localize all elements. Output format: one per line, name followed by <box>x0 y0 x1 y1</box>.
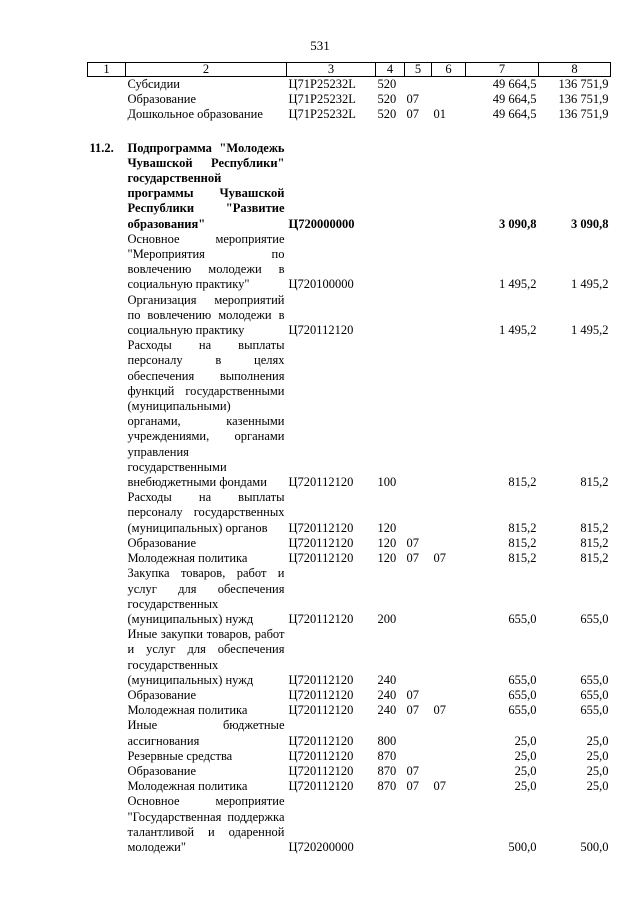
subsection-code-cell <box>432 232 466 293</box>
header-cell: 7 <box>466 63 539 77</box>
target-code-cell: Ц720112120 <box>288 779 354 794</box>
table-row <box>88 338 611 490</box>
amount-year2-cell: 1 495,2 <box>571 277 609 292</box>
subsection-code-cell <box>432 688 466 703</box>
expense-type-cell: 200 <box>377 611 397 626</box>
amount-year1-cell: 655,0 <box>508 611 537 626</box>
target-code-cell: Ц720112120 <box>288 687 354 702</box>
header-cell: 4 <box>376 63 405 77</box>
section-code-cell: 07 <box>406 703 419 718</box>
page-number: 531 <box>310 38 330 53</box>
target-code-cell: Ц720100000 <box>288 277 354 292</box>
expense-type-cell: 870 <box>377 763 397 778</box>
section-number-cell <box>88 551 126 566</box>
subsection-code-cell <box>432 338 466 490</box>
amount-year2-cell: 815,2 <box>580 475 609 490</box>
table-row <box>88 779 611 794</box>
table-row <box>88 141 611 232</box>
section-code-cell: 07 <box>406 779 419 794</box>
amount-year2-cell: 136 751,9 <box>558 92 609 107</box>
expense-type-cell <box>376 293 405 339</box>
section-code-cell: 07 <box>406 687 419 702</box>
target-code-cell: Ц720112120 <box>288 535 354 550</box>
expense-type-cell: 120 <box>377 520 397 535</box>
target-code-cell: Ц720112120 <box>288 748 354 763</box>
amount-year2-cell: 655,0 <box>580 703 609 718</box>
table-row <box>88 566 611 627</box>
item-name-cell: Молодежная политика <box>127 779 248 794</box>
target-code-cell: Ц720112120 <box>288 763 354 778</box>
amount-year1-cell: 25,0 <box>514 763 537 778</box>
section-number-cell <box>88 490 126 536</box>
section-code-cell <box>405 77 432 93</box>
section-number-cell <box>88 338 126 490</box>
target-code-cell: Ц720112120 <box>288 551 354 566</box>
subsection-code-cell <box>432 141 466 232</box>
header-cell: 5 <box>405 63 432 77</box>
section-number-cell <box>88 293 126 339</box>
expense-type-cell: 520 <box>377 92 397 107</box>
subsection-code-cell: 07 <box>433 779 446 794</box>
subsection-code-cell <box>432 490 466 536</box>
section-number-cell <box>88 718 126 748</box>
subsection-code-cell <box>432 92 466 107</box>
item-name-cell: Организация мероприятий по вовлечению молодежи в социальную практику <box>127 292 285 338</box>
item-name-cell: Образование <box>127 535 197 550</box>
expense-type-cell: 800 <box>377 733 397 748</box>
amount-year1-cell: 49 664,5 <box>492 77 537 91</box>
item-name-cell: Расходы на выплаты персоналу государственных (муниципальных) органов <box>127 490 285 535</box>
subsection-code-cell <box>432 794 466 855</box>
table-row <box>88 718 611 748</box>
target-code-cell: Ц720000000 <box>288 216 355 231</box>
item-name-cell: Иные бюджетные ассигнования <box>127 718 285 748</box>
amount-year2-cell: 25,0 <box>586 779 609 794</box>
section-number-cell: 11.2. <box>89 140 114 155</box>
header-cell: 2 <box>126 63 287 77</box>
table-row <box>88 551 611 566</box>
header-cell: 8 <box>539 63 611 77</box>
section-code-cell <box>405 232 432 293</box>
header-cell: 6 <box>432 63 466 77</box>
section-code-cell: 07 <box>406 107 419 122</box>
amount-year1-cell: 49 664,5 <box>492 92 537 107</box>
amount-year1-cell: 3 090,8 <box>499 216 537 231</box>
expense-type-cell <box>376 141 405 232</box>
amount-year1-cell: 25,0 <box>514 779 537 794</box>
target-code-cell: Ц720112120 <box>288 475 354 490</box>
amount-year2-cell: 815,2 <box>580 551 609 566</box>
amount-year2-cell: 1 495,2 <box>571 323 609 338</box>
expense-type-cell: 240 <box>377 672 397 687</box>
section-code-cell <box>405 627 432 688</box>
subsection-code-cell: 07 <box>433 703 446 718</box>
section-code-cell <box>405 566 432 627</box>
item-name-cell: Образование <box>127 687 197 702</box>
amount-year2-cell: 500,0 <box>580 839 609 854</box>
amount-year2-cell: 3 090,8 <box>571 216 609 231</box>
expense-type-cell <box>376 794 405 855</box>
expense-type-cell: 120 <box>377 535 397 550</box>
expense-type-cell: 240 <box>377 687 397 702</box>
table-row <box>88 703 611 718</box>
item-name-cell: Закупка товаров, работ и услуг для обеспечения государственных (муниципальных) нужд <box>127 566 285 626</box>
target-code-cell: Ц720112120 <box>288 733 354 748</box>
section-number-cell <box>88 92 126 107</box>
target-code-cell: Ц720112120 <box>288 672 354 687</box>
table-row <box>88 490 611 536</box>
section-code-cell <box>405 718 432 748</box>
item-name-cell: Субсидии <box>127 77 180 91</box>
subsection-code-cell <box>432 764 466 779</box>
amount-year1-cell: 25,0 <box>514 733 537 748</box>
amount-year2-cell: 655,0 <box>580 611 609 626</box>
table-row <box>88 232 611 293</box>
section-number-cell <box>88 764 126 779</box>
amount-year1-cell: 655,0 <box>508 672 537 687</box>
expense-type-cell: 870 <box>377 748 397 763</box>
amount-year1-cell: 655,0 <box>508 703 537 718</box>
subsection-code-cell <box>432 536 466 551</box>
target-code-cell: Ц720112120 <box>288 703 354 718</box>
section-number-cell <box>88 779 126 794</box>
table-row <box>88 92 611 107</box>
amount-year1-cell: 815,2 <box>508 535 537 550</box>
item-name-cell: Подпрограмма "Молодежь Чувашской Республики" государственной программы Чувашской Республики "Развитие образования" <box>127 140 285 231</box>
amount-year2-cell: 815,2 <box>580 535 609 550</box>
amount-year1-cell: 655,0 <box>508 687 537 702</box>
target-code-cell: Ц720112120 <box>288 611 354 626</box>
section-number-cell <box>88 703 126 718</box>
section-number-cell <box>88 536 126 551</box>
amount-year1-cell: 1 495,2 <box>499 323 537 338</box>
item-name-cell: Основное мероприятие "Мероприятия по вовлечению молодежи в социальную практику" <box>127 231 285 292</box>
section-code-cell <box>405 794 432 855</box>
expense-type-cell: 120 <box>377 551 397 566</box>
table-row <box>88 764 611 779</box>
section-code-cell <box>405 338 432 490</box>
table-row <box>88 627 611 688</box>
item-name-cell: Дошкольное образование <box>127 107 263 122</box>
section-number-cell <box>88 566 126 627</box>
amount-year2-cell: 25,0 <box>586 763 609 778</box>
section-number-cell <box>88 107 126 122</box>
subsection-code-cell <box>432 627 466 688</box>
header-cell: 1 <box>88 63 126 77</box>
section-code-cell <box>405 749 432 764</box>
section-code-cell: 07 <box>406 551 419 566</box>
expense-type-cell: 240 <box>377 703 397 718</box>
amount-year1-cell: 500,0 <box>508 839 537 854</box>
item-name-cell: Образование <box>127 763 197 778</box>
table-body <box>88 77 611 856</box>
table-header-row <box>88 63 611 77</box>
table-row <box>88 536 611 551</box>
target-code-cell: Ц720112120 <box>288 520 354 535</box>
table-row <box>88 749 611 764</box>
amount-year1-cell: 25,0 <box>514 748 537 763</box>
table-row <box>88 107 611 122</box>
subsection-code-cell <box>432 77 466 93</box>
target-code-cell: Ц720200000 <box>288 839 354 854</box>
section-number-cell <box>88 77 126 93</box>
section-code-cell <box>405 141 432 232</box>
item-name-cell: Молодежная политика <box>127 703 248 718</box>
item-name-cell: Основное мероприятие "Государственная поддержка талантливой и одаренной молодежи" <box>127 794 285 854</box>
item-name-cell: Образование <box>127 92 197 107</box>
section-number-cell <box>88 794 126 855</box>
subsection-code-cell <box>432 566 466 627</box>
amount-year2-cell: 25,0 <box>586 748 609 763</box>
amount-year1-cell: 1 495,2 <box>499 277 537 292</box>
section-code-cell <box>405 490 432 536</box>
table-row <box>88 688 611 703</box>
section-code-cell: 07 <box>406 763 419 778</box>
spacer-row <box>88 123 611 141</box>
expense-type-cell: 100 <box>377 475 397 490</box>
target-code-cell: Ц71Р25232L <box>288 77 356 91</box>
expense-type-cell: 520 <box>377 107 397 122</box>
section-code-cell: 07 <box>406 535 419 550</box>
expense-type-cell: 870 <box>377 779 397 794</box>
section-code-cell <box>405 293 432 339</box>
subsection-code-cell: 01 <box>433 107 446 122</box>
header-cell: 3 <box>287 63 376 77</box>
item-name-cell: Расходы на выплаты персоналу в целях обеспечения выполнения функций государственными (муниципальными) органами, казенными учреждениями, органами управления государственными внебюджетными фондами <box>127 338 285 490</box>
expense-type-cell: 520 <box>377 77 397 91</box>
amount-year2-cell: 25,0 <box>586 733 609 748</box>
amount-year2-cell: 655,0 <box>580 672 609 687</box>
section-number-cell <box>88 688 126 703</box>
target-code-cell: Ц71Р25232L <box>288 107 356 122</box>
table-row <box>88 794 611 855</box>
amount-year1-cell: 815,2 <box>508 551 537 566</box>
target-code-cell: Ц720112120 <box>288 323 354 338</box>
amount-year1-cell: 49 664,5 <box>492 107 537 122</box>
item-name-cell: Молодежная политика <box>127 551 248 566</box>
section-number-cell <box>88 749 126 764</box>
amount-year2-cell: 655,0 <box>580 687 609 702</box>
budget-table <box>87 62 611 855</box>
amount-year2-cell: 136 751,9 <box>558 77 609 91</box>
amount-year1-cell: 815,2 <box>508 520 537 535</box>
table-row <box>88 77 611 93</box>
item-name-cell: Резервные средства <box>127 748 233 763</box>
section-number-cell <box>88 232 126 293</box>
spacer-cell <box>88 123 611 141</box>
item-name-cell: Иные закупки товаров, работ и услуг для обеспечения государственных (муниципальных) нужд <box>127 627 285 687</box>
amount-year2-cell: 815,2 <box>580 520 609 535</box>
expense-type-cell <box>376 232 405 293</box>
subsection-code-cell <box>432 293 466 339</box>
subsection-code-cell <box>432 718 466 748</box>
table-row <box>88 293 611 339</box>
subsection-code-cell <box>432 749 466 764</box>
section-code-cell: 07 <box>406 92 419 107</box>
section-number-cell <box>88 627 126 688</box>
subsection-code-cell: 07 <box>433 551 446 566</box>
target-code-cell: Ц71Р25232L <box>288 92 356 107</box>
amount-year2-cell: 136 751,9 <box>558 107 609 122</box>
amount-year1-cell: 815,2 <box>508 475 537 490</box>
